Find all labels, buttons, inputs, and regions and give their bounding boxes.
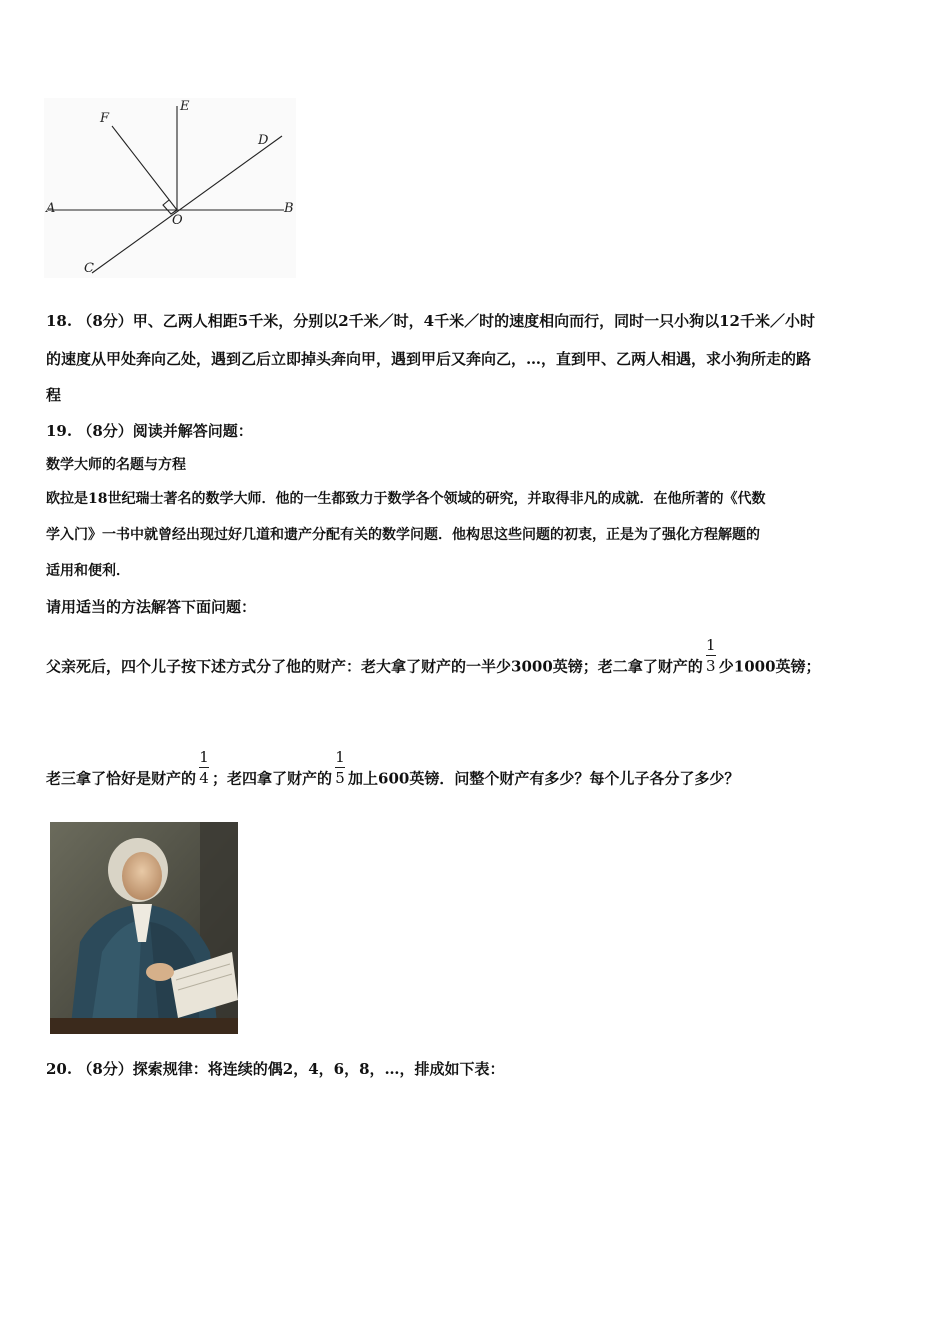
q19-para-line1: 欧拉是18世纪瑞士著名的数学大师．他的一生都致力于数学各个领域的研究，并取得非凡的成就．在他所著的《代数: [46, 491, 766, 507]
q19-problem-line1: [46, 636, 821, 687]
q19-instruction: 请用适当的方法解答下面问题：: [46, 598, 257, 616]
q19-header: 19. （8分）阅读并解答问题：: [46, 422, 253, 440]
geometry-figure: [44, 98, 296, 278]
label-b: B: [284, 201, 294, 216]
fraction-one-fifth: $\frac{1}{5}$: [335, 748, 345, 787]
q19-p2-c: 加上600英镑．问整个财产有多少？每个儿子各分了多少？: [348, 769, 740, 788]
q19-p2-b: ；老四拿了财产的: [212, 769, 333, 788]
q19-para-line3: 适用和便利．: [46, 563, 130, 579]
fraction-one-third: $\frac{1}{3}$: [705, 636, 716, 675]
label-c: C: [84, 261, 94, 276]
label-d: D: [258, 133, 269, 148]
q19-p1-b: 少1000英镑；: [718, 657, 821, 676]
label-o: O: [172, 213, 183, 228]
q19-p1-a: 父亲死后，四个儿子按下述方式分了他的财产：老大拿了财产的一半少3000英镑；老二拿了财产的: [46, 657, 703, 676]
q18-line3: 程: [46, 386, 62, 404]
q19-para-line2: 学入门》一书中就曾经出现过好几道和遗产分配有关的数学问题．他构思这些问题的初衷，正是为了强化方程解题的: [46, 527, 760, 543]
q18-line1: 18. （8分）甲、乙两人相距5千米，分别以2千米／时，4千米／时的速度相向而行，同时一只小狗以12千米／小时: [46, 312, 815, 330]
q19-title: 数学大师的名题与方程: [46, 457, 186, 473]
fraction-one-fourth: $\frac{1}{4}$: [199, 748, 209, 787]
q18-line2: 的速度从甲处奔向乙处，遇到乙后立即掉头奔向甲，遇到甲后又奔向乙，…，直到甲、乙两人相遇，求小狗所走的路: [46, 350, 812, 368]
label-a: A: [46, 201, 56, 216]
q19-problem-line2: [46, 748, 740, 799]
q19-p2-a: 老三拿了恰好是财产的: [46, 769, 197, 788]
euler-portrait-image: [50, 822, 238, 1034]
label-f: F: [100, 111, 110, 126]
label-e: E: [180, 99, 190, 114]
q20-text: 20. （8分）探索规律：将连续的偶2，4，6，8，…，排成如下表：: [46, 1060, 505, 1078]
